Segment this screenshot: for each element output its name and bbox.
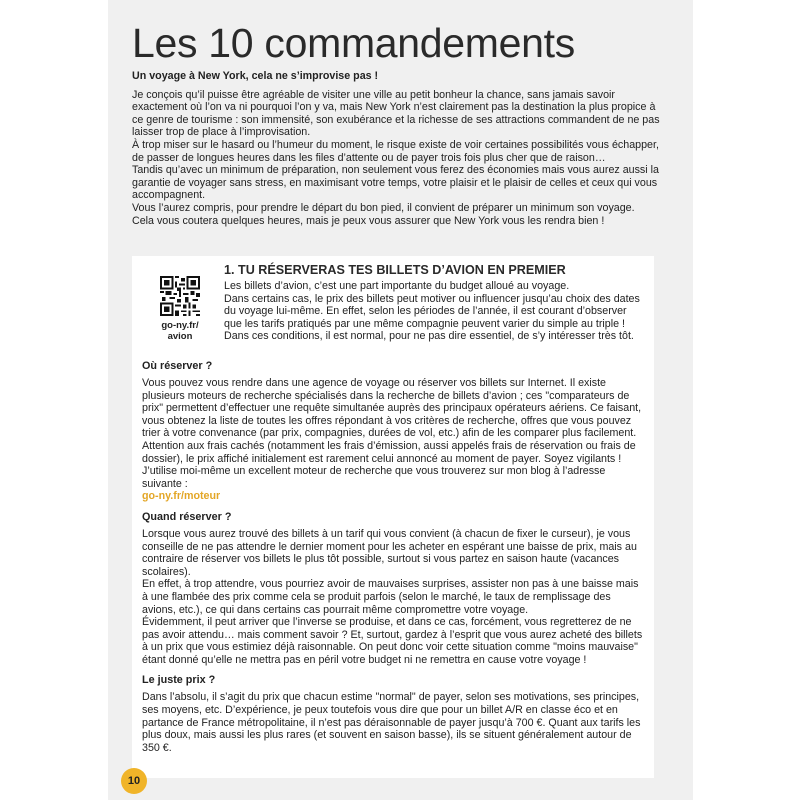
subsection-where bbox=[142, 360, 646, 503]
section-paragraph: Dans certains cas, le prix des billets peut motiver ou influencer jusqu’au choix des dates du voyage lui-même. En effet, selon les périodes de l’année, il est courant d’observer que les tarifs pratiqués par une même compagnie peuvent varier du simple au triple ! bbox=[224, 292, 640, 330]
search-engine-link[interactable]: go-ny.fr/moteur bbox=[142, 490, 221, 503]
commandment-card bbox=[132, 256, 654, 778]
subsection-when bbox=[142, 511, 646, 667]
subsection-paragraph: Lorsque vous aurez trouvé des billets à un tarif qui vous convient (à chacun de fixer le curseur), je vous conseille de ne pas attendre le dernier moment pour les acheter en espérant une baisse de prix, mais au contraire de réserver vos billets le plus tôt possible, surtout si vous partez en saison haute (vacances scolaires). bbox=[142, 527, 637, 578]
section-paragraph: Dans ces conditions, il est normal, pour ne pas dire essentiel, de s’y intéresser très tôt. bbox=[224, 330, 634, 343]
qr-label: go-ny.fr/ bbox=[161, 320, 199, 331]
section-paragraph: Les billets d’avion, c’est une part importante du budget alloué au voyage. bbox=[224, 280, 570, 292]
page-title: Les 10 commandements bbox=[132, 20, 575, 66]
subsection-paragraph: Dans l’absolu, il s’agit du prix que chacun estime "normal" de payer, selon ses motivations, ses principes, ses moyens, etc. D’expérience, je peux toutefois vous dire que pour un billet A/R en classe éco et en partance de France métropolitaine, il n’est pas déraisonnable de payer jusqu’à 700 €. Quant aux tarifs les plus doux, mais aussi les plus rares (et souvent en saison basse), ils se situent généralement autour de 350 €. bbox=[142, 691, 641, 754]
subsection-paragraph: Évidemment, il peut arriver que l’inverse se produise, et dans ce cas, forcément, vous regretterez de ne pas avoir attendu… mais comment savoir ? Et, surtout, gardez à l’esprit que vous aurez acheté des billets à un prix que vous estimiez déjà raisonnable. On peut donc voir cette situation comme "moins mauvaise" étant donné qu’elle ne mettra pas en péril votre budget ni ne remettra en cause votre voyage ! bbox=[142, 616, 643, 666]
page-number-badge: 10 bbox=[121, 768, 147, 794]
subsection-price bbox=[142, 674, 646, 754]
subsection-paragraph: Vous pouvez vous rendre dans une agence de voyage ou réserver vos billets sur Internet. Il existe plusieurs moteurs de recherche spécialisés dans la recherche de billets d’avion ; ces "comparateurs de prix" permettent d’effectuer une requête simultanée auprès des principaux opérateurs aériens. Ce faisant, vous obtenez la liste de toutes les offres répondant à vos critères de recherche, offres que vous pouvez trier à votre convenance (par prix, compagnies, durées de vol, etc.) afin de les comparer plus facilement. Attention aux frais cachés (notamment les frais d’émission, aussi appelés frais de réservation ou frais de dossier), le prix affiché initialement est rarement celui annoncé au moment de payer. Soyez vigilants ! bbox=[142, 377, 642, 465]
qr-code-icon[interactable] bbox=[160, 276, 200, 316]
intro-section bbox=[132, 70, 660, 227]
section-title: 1. TU RÉSERVERAS TES BILLETS D’AVION EN PREMIER bbox=[224, 263, 566, 277]
intro-paragraph: À trop miser sur le hasard ou l’humeur du moment, le risque existe de voir certaines possibilités vous échapper, de passer de longues heures dans les files d’attente ou de payer trois fois plus cher que de raison… bbox=[132, 138, 659, 164]
intro-paragraph: Cela vous coutera quelques heures, mais je peux vous assurer que New York vous les rendra bien ! bbox=[132, 214, 605, 227]
intro-paragraph: Vous l’aurez compris, pour prendre le départ du bon pied, il convient de préparer un minimum son voyage. bbox=[132, 201, 635, 214]
subsection-paragraph: J’utilise moi-même un excellent moteur de recherche que vous trouverez sur mon blog à l’adresse suivante : bbox=[142, 465, 606, 490]
intro-paragraph: Je conçois qu’il puisse être agréable de visiter une ville au petit bonheur la chance, sans jamais savoir exactement où l’on va ni pourquoi l’on y va, mais New York n’est clairement pas la destination la plus propice à ce genre de tourisme : son immensité, son exubérance et la richesse de ses attractions commandent de ne pas laisser trop de place à l’improvisation. bbox=[132, 88, 660, 139]
subsection-paragraph: En effet, à trop attendre, vous pourriez avoir de mauvaises surprises, assister non pas à une baisse mais à une flambée des prix comme cela se produit parfois (selon le marché, le taux de remplissage des avions, etc.), ce qui dans certains cas pourrait même compromettre votre voyage. bbox=[142, 578, 639, 616]
qr-block[interactable] bbox=[144, 266, 216, 350]
intro-paragraph: Tandis qu’avec un minimum de préparation, non seulement vous ferez des économies mais vous aurez aussi la garantie de voyager sans stress, en maximisant votre temps, votre plaisir et le plaisir de celles et ceux qui vous accompagnent. bbox=[132, 164, 659, 202]
subsection-heading: Le juste prix ? bbox=[142, 674, 216, 687]
qr-label: avion bbox=[167, 331, 193, 342]
intro-lead: Un voyage à New York, cela ne s’improvise pas ! bbox=[132, 70, 379, 82]
subsection-heading: Quand réserver ? bbox=[142, 510, 232, 523]
section-subsections bbox=[142, 360, 646, 762]
section-flight-tickets bbox=[224, 262, 646, 343]
subsection-heading: Où réserver ? bbox=[142, 360, 213, 372]
